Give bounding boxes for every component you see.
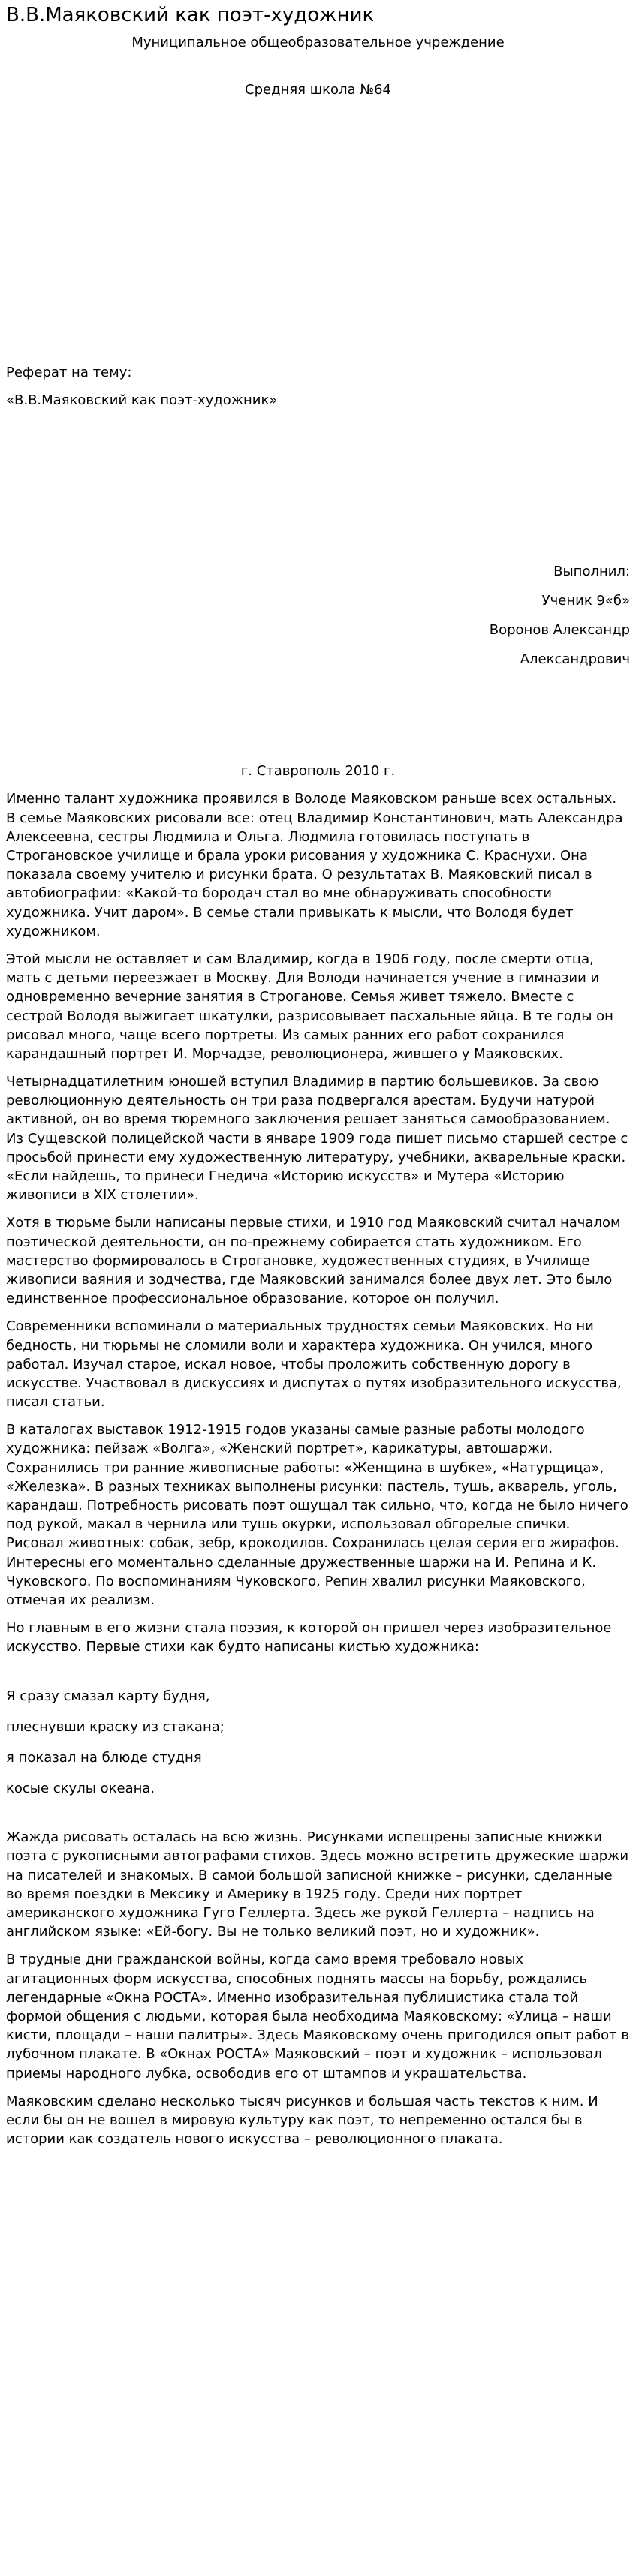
poem-line: Я сразу смазал карту будня, — [6, 1688, 210, 1704]
author-name-line1: Воронов Александр — [489, 621, 630, 638]
paragraph: Хотя в тюрьме были написаны первые стихи, и 1910 год Маяковский считал началом поэтической деятельности, он по-прежнему собирается стать художником. Его мастерство формировалось в Строгановке, художественных студиях, в Училище живописи ваяния и зодчества, где Маяковский занимался более двух лет. Это было единственное профессиональное образование, которое он получил. — [6, 1215, 621, 1307]
paragraph: Но главным в его жизни стала поэзия, к которой он пришел через изобразительное искусство. Первые стихи как будто написаны кистью художника: — [6, 1620, 612, 1655]
report-label: Реферат на тему: — [6, 365, 132, 381]
paragraph: Современники вспоминали о материальных трудностях семьи Маяковских. Но ни бедность, ни тюрьмы не сломили воли и характера художника. Он учился, много работал. Изучал старое, искал новое, чтобы проложить собственную дорогу в искусстве. Участвовал в дискуссиях и диспутах о путях изобразительного искусства, писал статьи. — [6, 1318, 622, 1411]
institution-name: Муниципальное общеобразовательное учреждение — [131, 34, 505, 50]
paragraph: В трудные дни гражданской войны, когда само время требовало новых агитационных форм искусства, способных поднять массы на борьбу, рождались легендарные «Окна РОСТА». Именно изобразительная публицистика стала той формой общения с людьми, которая была необходима Маяковскому: «Улица – наши кисти, площади – наши палитры». Здесь Маяковскому очень пригодился опыт работ в лубочном плакате. В «Окнах РОСТА» Маяковский – поэт и художник – использовал приемы народного лубка, освободив его от штампов и украшательства. — [6, 1952, 629, 2082]
author-name-line2: Александрович — [520, 651, 630, 668]
poem-block — [6, 1687, 630, 1799]
paragraph: Именно талант художника проявился в Володе Маяковском раньше всех остальных. В семье Маяковских рисовали все: отец Владимир Константинович, мать Александра Алексеевна, сестры Людмила и Ольга. Людмила готовилась поступать в Строгановское училище и брала уроки рисования у художника С. Краснухи. Она показала своему учителю и рисунки брата. О результатах В. Маяковский писал в автобиографии: «Какой-то бородач стал во мне обнаруживать способности художника. Учит даром». В семье стали привыкать к мысли, что Володя будет художником. — [6, 791, 623, 939]
report-topic: «В.В.Маяковский как поэт-художник» — [6, 392, 278, 409]
paragraph: Четырнадцатилетним юношей вступил Владимир в партию большевиков. За свою революционную деятельность он три раза подвергался арестам. Будучи натурой активной, он во время тюремного заключения решает заняться самообразованием. Из Сущевской полицейской части в январе 1909 года пишет письмо старшей сестре с просьбой принести ему художественную литературу, учебники, акварельные краски. «Если найдешь, то принеси Гнедича «Историю искусств» и Мутера «Историю живописи в XIX столетии». — [6, 1074, 628, 1204]
body-part1 — [6, 789, 630, 1656]
performed-by-label: Выполнил: — [553, 563, 630, 579]
author-block — [6, 562, 630, 669]
paragraph: Маяковским сделано несколько тысяч рисунков и большая часть текстов к ним. И если бы он не вошел в мировую культуру как поэт, то непременно остался бы в истории как создатель нового искусства – революционного плаката. — [6, 2093, 598, 2148]
paragraph: Этой мысли не оставляет и сам Владимир, когда в 1906 году, после смерти отца, мать с детьми переезжает в Москву. Для Володи начинается учение в гимназии и одновременно вечерние занятия в Строганове. Семья живет тяжело. Вместе с сестрой Володя выжигает шкатулки, разрисовывает пасхальные яйца. В те годы он рисовал много, чаще всего портреты. Из самых ранних его работ сохранился карандашный портрет И. Морчадзе, революционера, жившего у Маяковских. — [6, 951, 613, 1062]
school-name: Средняя школа №64 — [245, 81, 391, 98]
paragraph: В каталогах выставок 1912-1915 годов указаны самые разные работы молодого художника: пейзаж «Волга», «Женский портрет», карикатуры, автошаржи. Сохранились три ранние живописные работы: «Женщина в шубке», «Натурщица», «Железка». В разных техниках выполнены рисунки: пастель, тушь, акварель, уголь, карандаш. Потребность рисовать поэт ощущал так сильно, что, когда не было ничего под рукой, макал в чернила или тушь окурки, использовал обгорелые спички. Рисовал животных: собак, зебр, крокодилов. Сохранилась целая серия его жирафов. Интересны его моментально сделанные дружественные шаржи на И. Репина и К. Чуковского. По воспоминаниям Чуковского, Репин хвалил рисунки Маяковского, отмечая их реализм. — [6, 1422, 628, 1608]
author-grade: Ученик 9«б» — [541, 592, 630, 609]
poem-line: косые скулы океана. — [6, 1781, 155, 1797]
city-year: г. Ставрополь 2010 г. — [240, 763, 396, 780]
paragraph: Жажда рисовать осталась на всю жизнь. Рисунками испещрены записные книжки поэта с рукописными автографами стихов. Здесь можно встретить дружеские шаржи на писателей и знакомых. В самой большой записной книжке – рисунки, сделанные во время поездки в Мексику и Америку в 1925 году. Среди них портрет американского художника Гуго Геллерта. Здесь же рукой Геллерта – надпись на английском языке: «Ей-богу. Вы не только великий поэт, но и художник». — [6, 1829, 629, 1940]
document-page — [0, 3, 636, 2148]
poem-line: я показал на блюде студня — [6, 1749, 202, 1766]
poem-line: плеснувши краску из стакана; — [6, 1718, 225, 1735]
document-title: В.В.Маяковский как поэт-художник — [6, 4, 375, 26]
body-part2 — [6, 1828, 630, 2148]
